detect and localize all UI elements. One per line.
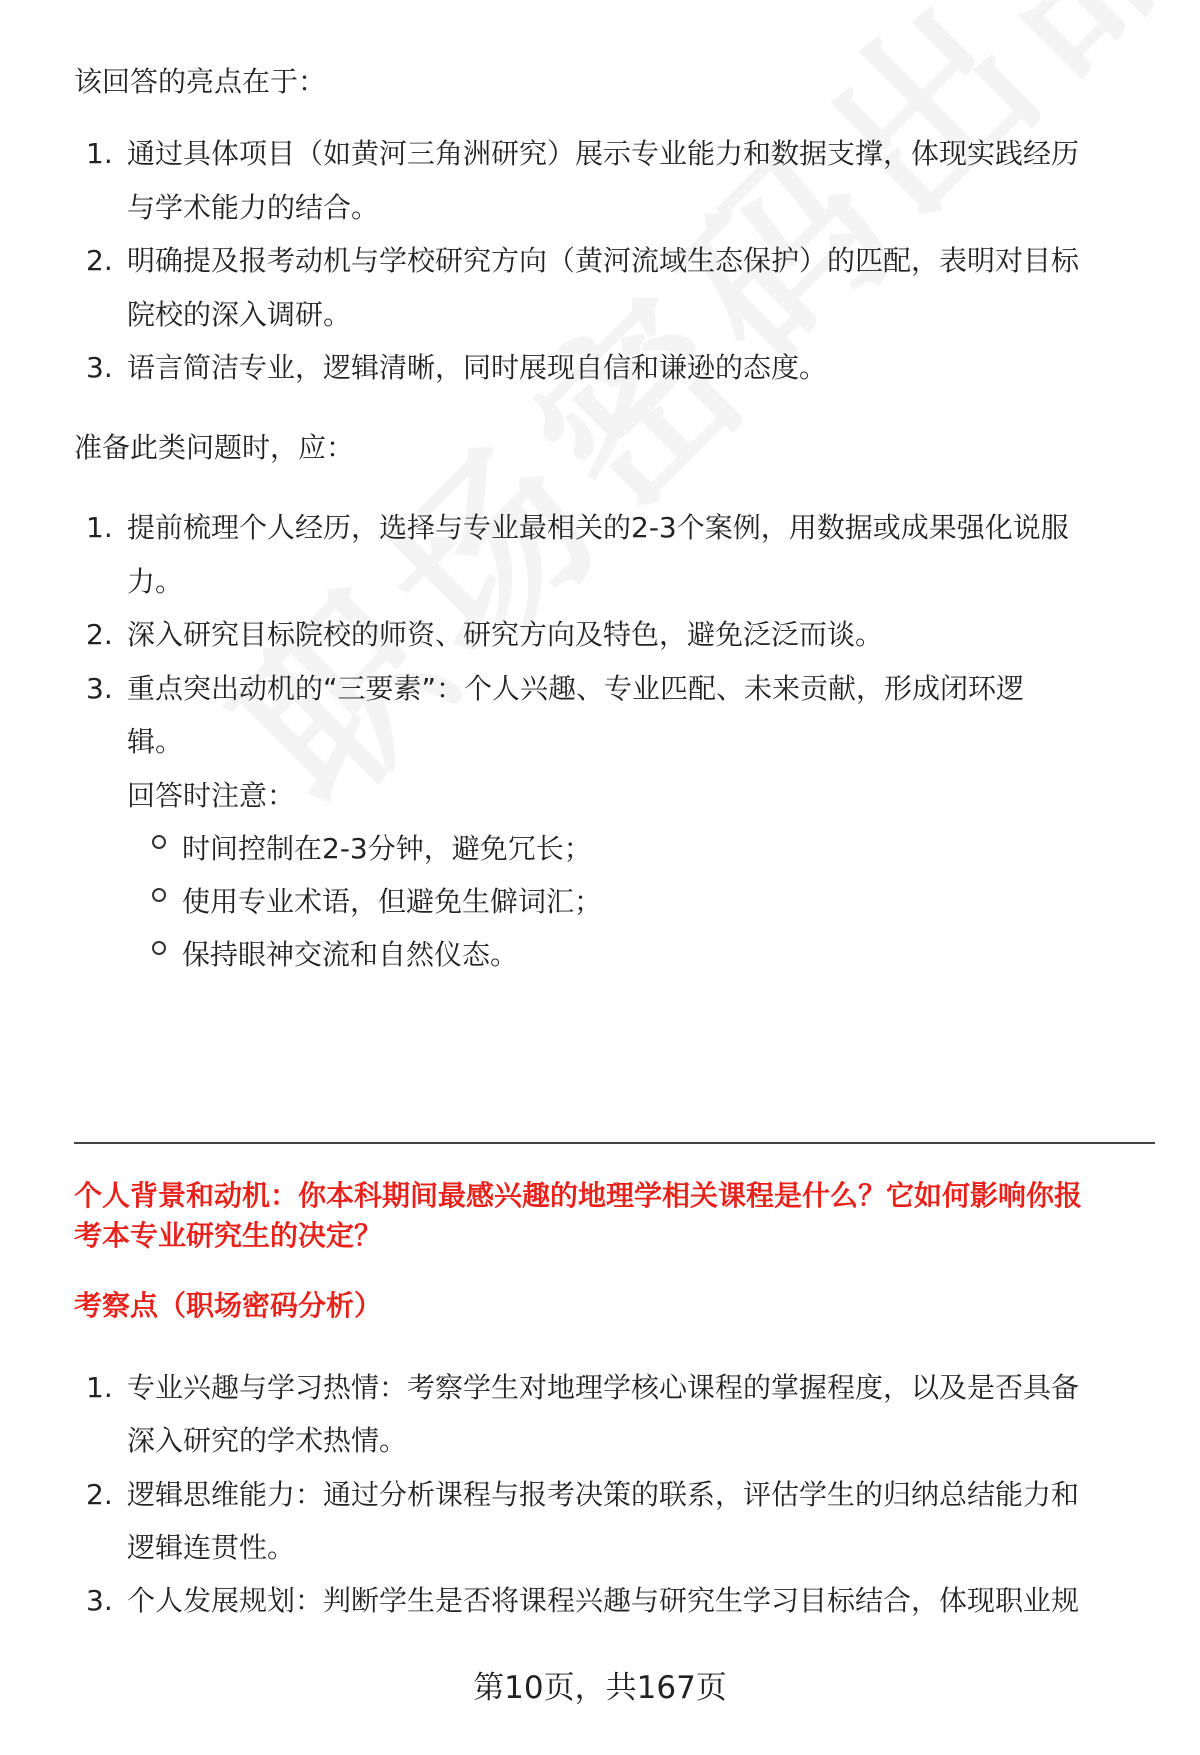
bullet-icon xyxy=(152,888,166,902)
note-2: 使用专业术语，但避免生僻词汇； xyxy=(182,885,603,918)
point-2-number: 2. xyxy=(86,1478,113,1511)
highlight-3-number: 3. xyxy=(86,351,113,384)
highlight-3-line-1: 语言简洁专业，逻辑清晰，同时展现自信和谦逊的态度。 xyxy=(127,351,828,384)
section-divider xyxy=(74,1142,1155,1144)
highlight-1-line-1: 通过具体项目（如黄河三角洲研究）展示专业能力和数据支撑，体现实践经历 xyxy=(127,137,1080,170)
prep-3-line-2: 辑。 xyxy=(127,725,184,758)
point-2-line-2: 逻辑连贯性。 xyxy=(127,1531,296,1564)
prep-3-line-1: 重点突出动机的“三要素”：个人兴趣、专业匹配、未来贡献，形成闭环逻 xyxy=(127,672,1025,705)
bullet-icon xyxy=(152,835,166,849)
point-2-line-1: 逻辑思维能力：通过分析课程与报考决策的联系，评估学生的归纳总结能力和 xyxy=(127,1478,1080,1511)
prep-3-number: 3. xyxy=(86,672,113,705)
highlight-2-line-2: 院校的深入调研。 xyxy=(127,298,352,331)
bullet-icon xyxy=(152,941,166,955)
point-1-number: 1. xyxy=(86,1371,113,1404)
prep-1-line-2: 力。 xyxy=(127,565,184,598)
question-line-2: 考本专业研究生的决定？ xyxy=(74,1219,383,1252)
highlights-heading: 该回答的亮点在于： xyxy=(74,65,327,98)
point-1-line-1: 专业兴趣与学习热情：考察学生对地理学核心课程的掌握程度，以及是否具备 xyxy=(127,1371,1080,1404)
highlight-1-number: 1. xyxy=(86,137,113,170)
highlight-2-number: 2. xyxy=(86,244,113,277)
note-3: 保持眼神交流和自然仪态。 xyxy=(182,938,519,971)
note-1: 时间控制在2-3分钟，避免冗长； xyxy=(182,832,592,865)
highlight-1-line-2: 与学术能力的结合。 xyxy=(127,191,380,224)
notes-heading: 回答时注意： xyxy=(127,779,296,812)
highlight-2-line-1: 明确提及报考动机与学校研究方向（黄河流域生态保护）的匹配，表明对目标 xyxy=(127,244,1080,277)
question-subheading: 考察点（职场密码分析） xyxy=(74,1289,383,1322)
question-line-1: 个人背景和动机：你本科期间最感兴趣的地理学相关课程是什么？它如何影响你报 xyxy=(74,1179,1083,1212)
point-3-number: 3. xyxy=(86,1584,113,1617)
page-number: 第10页，共167页 xyxy=(473,1670,727,1706)
point-1-line-2: 深入研究的学术热情。 xyxy=(127,1424,408,1457)
prep-heading: 准备此类问题时，应： xyxy=(74,431,355,464)
prep-1-line-1: 提前梳理个人经历，选择与专业最相关的2-3个案例，用数据或成果强化说服 xyxy=(127,511,1069,544)
point-3-line-1: 个人发展规划：判断学生是否将课程兴趣与研究生学习目标结合，体现职业规 xyxy=(127,1584,1080,1617)
prep-2-number: 2. xyxy=(86,618,113,651)
prep-2-line-1: 深入研究目标院校的师资、研究方向及特色，避免泛泛而谈。 xyxy=(127,618,884,651)
prep-1-number: 1. xyxy=(86,511,113,544)
